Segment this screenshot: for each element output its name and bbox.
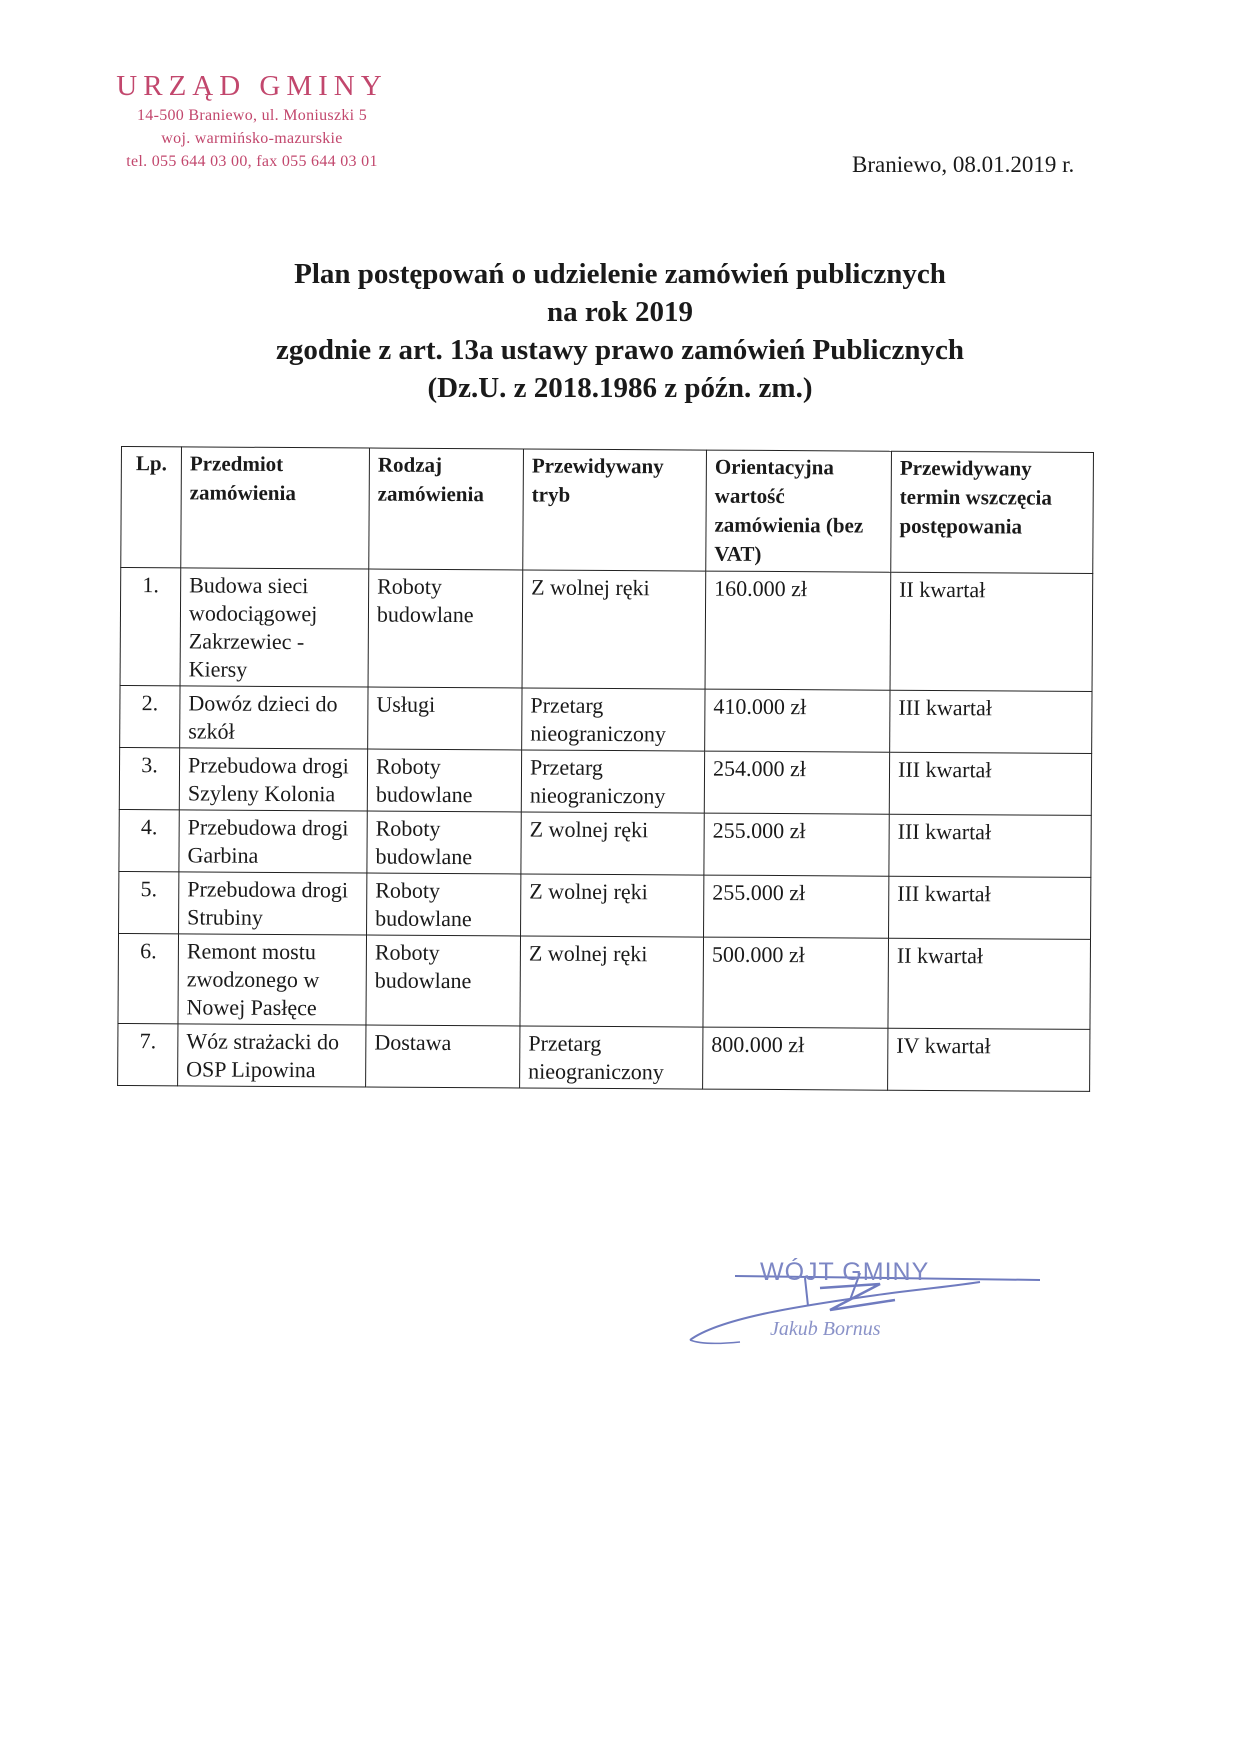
cell-procedure: Z wolnej ręki <box>521 874 704 937</box>
procurement-plan-table <box>117 446 1094 1092</box>
stamp-region: woj. warmińsko-mazurskie <box>161 130 343 147</box>
document-title <box>150 255 1090 407</box>
cell-subject: Przebudowa drogi Garbina <box>179 810 367 873</box>
table-header-row <box>121 447 1094 574</box>
cell-type: Roboty budowlane <box>367 749 521 812</box>
cell-term: III kwartał <box>889 752 1091 815</box>
cell-type: Dostawa <box>366 1025 520 1088</box>
title-line-4: (Dz.U. z 2018.1986 z późn. zm.) <box>427 372 813 404</box>
cell-value: 410.000 zł <box>705 689 890 752</box>
table-row <box>119 809 1091 877</box>
table-row <box>118 933 1091 1029</box>
cell-value: 255.000 zł <box>704 813 889 876</box>
cell-type: Roboty budowlane <box>366 935 521 1026</box>
cell-type: Roboty budowlane <box>367 873 521 936</box>
cell-lp: 7. <box>118 1023 178 1085</box>
cell-subject: Przebudowa drogi Szyleny Kolonia <box>179 748 367 811</box>
table-row <box>120 568 1093 692</box>
cell-lp: 5. <box>119 871 179 933</box>
cell-value: 500.000 zł <box>703 937 889 1028</box>
cell-procedure: Z wolnej ręki <box>520 936 704 1027</box>
stamp-phone: tel. 055 644 03 00, fax 055 644 03 01 <box>126 153 378 170</box>
title-line-3: zgodnie z art. 13a ustawy prawo zamówień Publicznych <box>276 334 964 366</box>
cell-type: Roboty budowlane <box>368 569 523 688</box>
header-lp: Lp. <box>121 447 182 568</box>
header-value: Orientacyjna wartość zamówienia (bez VAT) <box>706 450 892 572</box>
cell-term: IV kwartał <box>888 1028 1090 1091</box>
cell-value: 800.000 zł <box>703 1027 888 1090</box>
cell-value: 255.000 zł <box>704 875 889 938</box>
table-row <box>119 747 1091 815</box>
cell-subject: Wóz strażacki do OSP Lipowina <box>178 1024 366 1087</box>
cell-procedure: Przetarg nieograniczony <box>520 1026 703 1089</box>
table-row <box>120 685 1092 753</box>
stamp-address: 14-500 Braniewo, ul. Moniuszki 5 <box>136 107 368 124</box>
cell-term: III kwartał <box>889 876 1091 939</box>
cell-procedure: Z wolnej ręki <box>521 812 704 875</box>
cell-lp: 4. <box>119 809 179 871</box>
title-line-1: Plan postępowań o udzielenie zamówień publicznych <box>294 258 946 290</box>
cell-type: Usługi <box>368 687 522 750</box>
signature-block <box>680 1248 1060 1358</box>
cell-procedure: Przetarg nieograniczony <box>522 688 705 751</box>
header-procedure: Przewidywany tryb <box>523 449 707 571</box>
cell-subject: Przebudowa drogi Strubiny <box>179 872 367 935</box>
document-date: Braniewo, 08.01.2019 r. <box>852 152 1075 177</box>
header-type: Rodzaj zamówienia <box>369 448 524 570</box>
cell-type: Roboty budowlane <box>367 811 521 874</box>
cell-lp: 2. <box>120 685 180 747</box>
cell-term: III kwartał <box>890 690 1092 753</box>
office-stamp <box>102 68 402 173</box>
table-row <box>118 1023 1090 1091</box>
signature-name: Jakub Bornus <box>770 1318 881 1340</box>
cell-lp: 6. <box>118 933 179 1023</box>
table-row <box>119 871 1091 939</box>
cell-subject: Dowóz dzieci do szkół <box>180 686 368 749</box>
cell-lp: 3. <box>119 747 179 809</box>
cell-value: 254.000 zł <box>704 751 889 814</box>
cell-term: II kwartał <box>890 572 1093 691</box>
cell-term: III kwartał <box>889 814 1091 877</box>
cell-procedure: Przetarg nieograniczony <box>521 750 704 813</box>
cell-value: 160.000 zł <box>705 571 891 690</box>
cell-subject: Remont mostu zwodzonego w Nowej Pasłęce <box>178 934 367 1025</box>
header-term: Przewidywany termin wszczęcia postępowania <box>891 451 1094 573</box>
signature-role: WÓJT GMINY <box>760 1258 930 1286</box>
cell-procedure: Z wolnej ręki <box>522 570 706 689</box>
cell-lp: 1. <box>120 568 181 686</box>
stamp-office-name: URZĄD GMINY <box>116 70 388 102</box>
cell-term: II kwartał <box>888 938 1091 1029</box>
header-subject: Przedmiot zamówienia <box>181 447 370 569</box>
title-line-2: na rok 2019 <box>546 296 694 328</box>
cell-subject: Budowa sieci wodociągowej Zakrzewiec - Kiersy <box>180 568 369 687</box>
